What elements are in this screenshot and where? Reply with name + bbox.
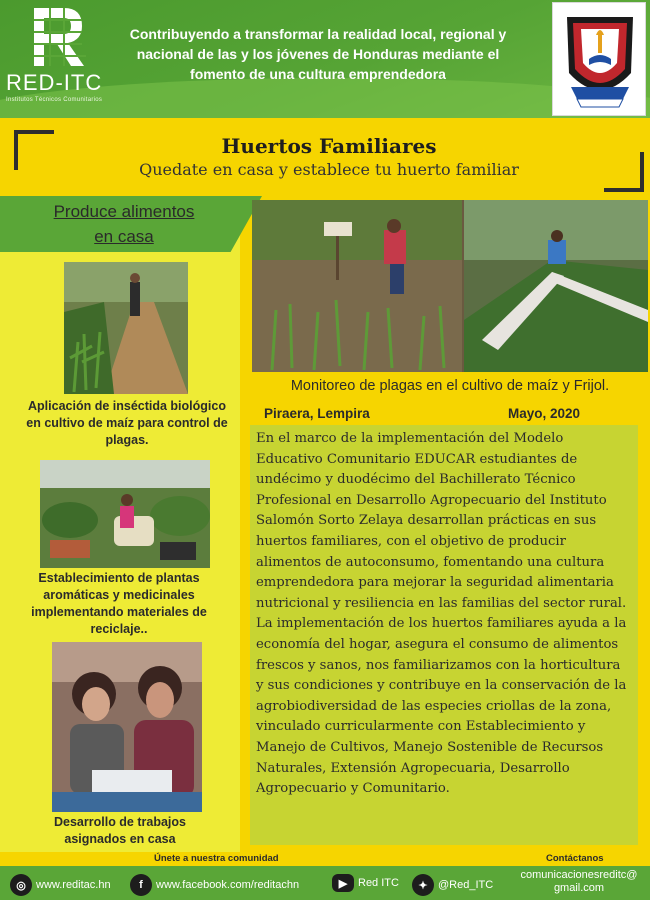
caption-homework: Desarrollo de trabajos asignados en casa: [54, 815, 186, 846]
youtube-link[interactable]: [332, 874, 399, 892]
page-subtitle: Quedate en casa y establece tu huerto familiar: [139, 160, 519, 179]
photo-corn-field: [64, 262, 188, 394]
title-box: [14, 130, 644, 192]
photo-students-homework: [52, 642, 202, 812]
page-title: Huertos Familiares: [221, 134, 437, 158]
email-line-1: comunicacionesreditc@: [520, 869, 638, 881]
facebook-text: www.facebook.com/reditachn: [156, 879, 300, 891]
crest-icon: [553, 3, 647, 117]
location-label: Piraera, Lempira: [264, 406, 370, 421]
logo-subtitle: Institutos Técnicos Comunitarios: [6, 97, 103, 103]
sidebar-banner-label: [14, 199, 234, 249]
twitter-link[interactable]: [412, 874, 493, 896]
red-itc-logo-icon: [30, 6, 88, 68]
join-community-label: Únete a nuestra comunidad: [154, 853, 279, 864]
article-body: [250, 425, 638, 845]
caption-medicinal-plants: Establecimiento de plantas aromáticas y medicinales implementando materiales de reciclaje..: [31, 571, 207, 636]
main-photo-caption: Monitoreo de plagas en el cultivo de maíz y Frijol.: [290, 378, 610, 394]
globe-icon: ◎: [10, 874, 32, 896]
article-paragraph-1: En el marco de la implementación del Modelo Educativo Comunitario EDUCAR estudiantes de undécimo y duodécimo del Bachillerato Técnico Profesional en Desarrollo Agropecuario del Instituto Salomón Sorto Zelaya desarrollan prácticas en sus huertos familiares, con el objetivo de producir alimentos de autoconsumo, fomentando una cultura emprendedora para mejorar la seguridad alimentaria nutricional y resiliencia en las familias del sector rural.: [256, 431, 627, 611]
youtube-icon: ▶: [332, 874, 354, 892]
email-line-2: gmail.com: [553, 882, 605, 894]
twitter-icon: ✦: [412, 874, 434, 896]
contact-email[interactable]: [510, 869, 648, 895]
header-tagline: Contribuyendo a transformar la realidad local, regional y nacional de las y los jóvenes de Honduras mediante el fomento de una cultura emprendedora: [129, 26, 507, 82]
facebook-icon: f: [130, 874, 152, 896]
caption-insecticide: Aplicación de inséctida biológico en cultivo de maíz para control de plagas.: [26, 399, 228, 447]
school-crest-logo: [552, 2, 646, 116]
main-photo-pest-monitoring: [252, 200, 648, 372]
banner-line-2: en casa: [94, 227, 154, 246]
photo-medicinal-plants: [40, 460, 210, 568]
contact-label: Contáctanos: [546, 853, 604, 864]
banner-line-1: Produce alimentos: [53, 202, 195, 221]
website-text: www.reditac.hn: [36, 879, 111, 891]
date-label: Mayo, 2020: [508, 406, 581, 421]
website-link[interactable]: [10, 874, 111, 896]
logo-name: RED-ITC: [6, 70, 103, 95]
article-paragraph-2: La implementación de los huertos familiares ayuda a la economía del hogar, asegura el consumo de alimentos frescos y sanos, nos familiarizamos con la horticultura y sus condiciones y contribuye en la conservación de la agrobiodiversidad de las especies criollas de la zona, vinculado curricularmente con Establecimiento y Manejo de Cultivos, Manejo Sostenible de Recursos Naturales, Extensión Agropecuaria, Desarrollo Agropecuario y Comunitario.: [256, 616, 627, 797]
youtube-text: Red ITC: [358, 877, 399, 889]
twitter-text: @Red_ITC: [438, 879, 494, 891]
facebook-link[interactable]: [130, 874, 299, 896]
